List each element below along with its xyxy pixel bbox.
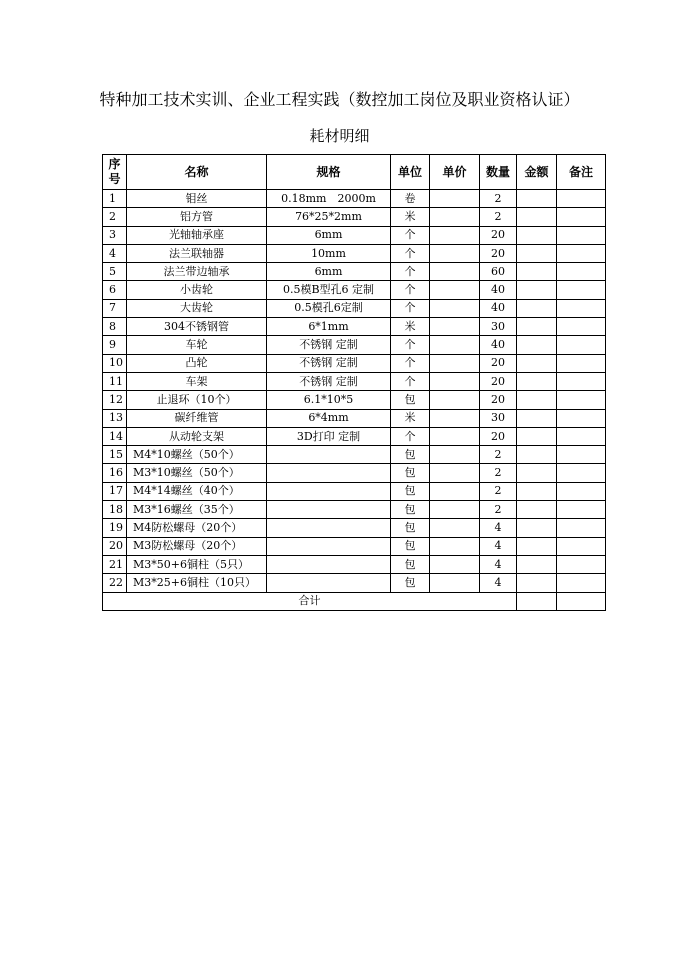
row-unit-price	[430, 372, 480, 390]
row-remarks	[557, 226, 606, 244]
row-unit: 个	[391, 354, 430, 372]
row-unit-price	[430, 446, 480, 464]
row-name: M3*10螺丝（50个）	[127, 464, 267, 482]
row-seq: 4	[103, 244, 127, 262]
row-spec: 不锈钢 定制	[267, 354, 391, 372]
row-unit-price	[430, 464, 480, 482]
header-seq-line1: 序	[108, 157, 121, 171]
row-seq: 16	[103, 464, 127, 482]
table-row	[103, 537, 606, 555]
header-name: 名称	[127, 155, 267, 190]
row-spec: 不锈钢 定制	[267, 336, 391, 354]
row-quantity: 2	[480, 464, 517, 482]
row-name: 铝方管	[127, 208, 267, 226]
row-spec	[267, 464, 391, 482]
row-unit: 米	[391, 208, 430, 226]
row-seq: 22	[103, 574, 127, 592]
table-row	[103, 482, 606, 500]
table-row	[103, 501, 606, 519]
table-row	[103, 208, 606, 226]
row-quantity: 40	[480, 281, 517, 299]
row-unit-price	[430, 336, 480, 354]
header-remarks: 备注	[557, 155, 606, 190]
row-quantity: 40	[480, 336, 517, 354]
row-seq: 3	[103, 226, 127, 244]
row-unit-price	[430, 391, 480, 409]
row-unit: 包	[391, 537, 430, 555]
row-spec: 6mm	[267, 226, 391, 244]
row-unit: 个	[391, 372, 430, 390]
row-quantity: 20	[480, 427, 517, 445]
row-name: 碳纤维管	[127, 409, 267, 427]
materials-table	[102, 154, 606, 611]
row-quantity: 60	[480, 263, 517, 281]
table-row	[103, 336, 606, 354]
row-amount	[517, 190, 557, 208]
row-amount	[517, 263, 557, 281]
row-unit-price	[430, 190, 480, 208]
row-seq: 14	[103, 427, 127, 445]
total-remarks-cell	[557, 592, 606, 610]
row-name: M3*25+6铜柱（10只）	[127, 574, 267, 592]
row-quantity: 20	[480, 226, 517, 244]
row-seq: 7	[103, 299, 127, 317]
row-remarks	[557, 409, 606, 427]
row-amount	[517, 244, 557, 262]
row-remarks	[557, 446, 606, 464]
row-quantity: 2	[480, 446, 517, 464]
row-seq: 15	[103, 446, 127, 464]
row-seq: 5	[103, 263, 127, 281]
row-remarks	[557, 574, 606, 592]
row-name: 车轮	[127, 336, 267, 354]
row-quantity: 2	[480, 208, 517, 226]
row-amount	[517, 226, 557, 244]
table-row	[103, 244, 606, 262]
row-unit-price	[430, 501, 480, 519]
row-spec	[267, 446, 391, 464]
row-seq: 21	[103, 555, 127, 573]
row-unit-price	[430, 299, 480, 317]
row-unit-price	[430, 519, 480, 537]
row-name: 大齿轮	[127, 299, 267, 317]
header-seq	[103, 155, 127, 190]
row-unit: 个	[391, 299, 430, 317]
row-spec: 0.5模B型孔6 定制	[267, 281, 391, 299]
row-amount	[517, 555, 557, 573]
row-unit-price	[430, 537, 480, 555]
row-unit: 包	[391, 519, 430, 537]
row-seq: 1	[103, 190, 127, 208]
header-quantity: 数量	[480, 155, 517, 190]
table-row	[103, 464, 606, 482]
row-spec: 3D打印 定制	[267, 427, 391, 445]
document-title: 特种加工技术实训、企业工程实践（数控加工岗位及职业资格认证）	[99, 90, 580, 109]
row-amount	[517, 208, 557, 226]
row-unit: 包	[391, 464, 430, 482]
row-quantity: 4	[480, 574, 517, 592]
row-amount	[517, 501, 557, 519]
row-name: M4*14螺丝（40个）	[127, 482, 267, 500]
row-spec: 6*4mm	[267, 409, 391, 427]
row-amount	[517, 372, 557, 390]
row-seq: 13	[103, 409, 127, 427]
row-unit-price	[430, 226, 480, 244]
row-remarks	[557, 391, 606, 409]
table-header-row	[103, 155, 606, 190]
total-label: 合计	[103, 592, 517, 610]
row-remarks	[557, 372, 606, 390]
row-name: 小齿轮	[127, 281, 267, 299]
row-name: 光轴轴承座	[127, 226, 267, 244]
row-quantity: 20	[480, 354, 517, 372]
row-remarks	[557, 263, 606, 281]
header-spec: 规格	[267, 155, 391, 190]
table-row	[103, 226, 606, 244]
row-unit-price	[430, 208, 480, 226]
row-unit: 个	[391, 244, 430, 262]
row-remarks	[557, 299, 606, 317]
table-row	[103, 409, 606, 427]
row-name: 钼丝	[127, 190, 267, 208]
row-amount	[517, 354, 557, 372]
row-spec	[267, 555, 391, 573]
row-spec: 不锈钢 定制	[267, 372, 391, 390]
row-seq: 2	[103, 208, 127, 226]
table-row	[103, 574, 606, 592]
row-spec: 76*25*2mm	[267, 208, 391, 226]
row-spec	[267, 537, 391, 555]
row-unit: 包	[391, 391, 430, 409]
row-seq: 18	[103, 501, 127, 519]
row-remarks	[557, 537, 606, 555]
table-row	[103, 354, 606, 372]
row-amount	[517, 409, 557, 427]
row-name: 304不锈钢管	[127, 318, 267, 336]
total-row	[103, 592, 606, 610]
table-row	[103, 519, 606, 537]
row-unit: 包	[391, 446, 430, 464]
header-seq-line2: 号	[108, 172, 121, 186]
row-name: M3*50+6铜柱（5只）	[127, 555, 267, 573]
document-subtitle: 耗材明细	[309, 127, 370, 145]
row-unit: 个	[391, 281, 430, 299]
row-amount	[517, 281, 557, 299]
header-unit-price: 单价	[430, 155, 480, 190]
row-remarks	[557, 501, 606, 519]
row-quantity: 4	[480, 519, 517, 537]
table-row	[103, 555, 606, 573]
row-quantity: 20	[480, 391, 517, 409]
row-name: 从动轮支架	[127, 427, 267, 445]
row-unit-price	[430, 281, 480, 299]
row-amount	[517, 391, 557, 409]
table-body	[103, 190, 606, 593]
row-seq: 20	[103, 537, 127, 555]
row-remarks	[557, 482, 606, 500]
row-quantity: 4	[480, 555, 517, 573]
row-unit: 米	[391, 409, 430, 427]
row-amount	[517, 574, 557, 592]
row-amount	[517, 427, 557, 445]
row-seq: 10	[103, 354, 127, 372]
row-remarks	[557, 555, 606, 573]
row-quantity: 30	[480, 318, 517, 336]
row-quantity: 30	[480, 409, 517, 427]
row-remarks	[557, 281, 606, 299]
row-name: M4防松螺母（20个）	[127, 519, 267, 537]
row-unit-price	[430, 482, 480, 500]
row-spec: 6mm	[267, 263, 391, 281]
table-row	[103, 427, 606, 445]
row-amount	[517, 299, 557, 317]
table-row	[103, 318, 606, 336]
row-amount	[517, 336, 557, 354]
row-amount	[517, 446, 557, 464]
row-seq: 9	[103, 336, 127, 354]
row-remarks	[557, 464, 606, 482]
row-remarks	[557, 244, 606, 262]
row-unit-price	[430, 574, 480, 592]
row-unit-price	[430, 427, 480, 445]
row-name: 法兰带边轴承	[127, 263, 267, 281]
row-name: 止退环（10个）	[127, 391, 267, 409]
header-unit: 单位	[391, 155, 430, 190]
table-row	[103, 372, 606, 390]
total-amount-cell	[517, 592, 557, 610]
row-unit: 个	[391, 427, 430, 445]
row-seq: 12	[103, 391, 127, 409]
row-unit: 卷	[391, 190, 430, 208]
row-quantity: 2	[480, 190, 517, 208]
row-name: M3防松螺母（20个）	[127, 537, 267, 555]
row-spec	[267, 574, 391, 592]
row-seq: 8	[103, 318, 127, 336]
row-spec: 0.18mm 2000m	[267, 190, 391, 208]
row-name: M4*10螺丝（50个）	[127, 446, 267, 464]
row-unit: 个	[391, 336, 430, 354]
table-row	[103, 299, 606, 317]
row-spec: 6*1mm	[267, 318, 391, 336]
row-quantity: 4	[480, 537, 517, 555]
row-amount	[517, 537, 557, 555]
row-unit: 包	[391, 574, 430, 592]
row-quantity: 2	[480, 482, 517, 500]
row-amount	[517, 318, 557, 336]
row-unit: 米	[391, 318, 430, 336]
row-seq: 17	[103, 482, 127, 500]
header-amount: 金额	[517, 155, 557, 190]
row-unit: 包	[391, 482, 430, 500]
row-spec: 6.1*10*5	[267, 391, 391, 409]
row-name: 法兰联轴器	[127, 244, 267, 262]
table-row	[103, 391, 606, 409]
row-unit-price	[430, 354, 480, 372]
row-seq: 11	[103, 372, 127, 390]
table-row	[103, 281, 606, 299]
row-unit: 个	[391, 226, 430, 244]
row-remarks	[557, 427, 606, 445]
row-amount	[517, 464, 557, 482]
row-spec: 0.5模孔6定制	[267, 299, 391, 317]
row-unit: 包	[391, 555, 430, 573]
row-unit: 包	[391, 501, 430, 519]
row-remarks	[557, 336, 606, 354]
table-row	[103, 263, 606, 281]
row-name: 凸轮	[127, 354, 267, 372]
row-quantity: 20	[480, 244, 517, 262]
row-remarks	[557, 190, 606, 208]
row-quantity: 2	[480, 501, 517, 519]
row-remarks	[557, 354, 606, 372]
row-unit-price	[430, 555, 480, 573]
row-amount	[517, 519, 557, 537]
row-remarks	[557, 318, 606, 336]
row-seq: 19	[103, 519, 127, 537]
row-unit-price	[430, 409, 480, 427]
row-unit: 个	[391, 263, 430, 281]
row-unit-price	[430, 244, 480, 262]
row-unit-price	[430, 318, 480, 336]
row-remarks	[557, 519, 606, 537]
row-spec	[267, 501, 391, 519]
row-spec	[267, 519, 391, 537]
row-spec: 10mm	[267, 244, 391, 262]
row-seq: 6	[103, 281, 127, 299]
table-row	[103, 446, 606, 464]
row-amount	[517, 482, 557, 500]
table-row	[103, 190, 606, 208]
row-quantity: 20	[480, 372, 517, 390]
row-name: M3*16螺丝（35个）	[127, 501, 267, 519]
row-remarks	[557, 208, 606, 226]
row-name: 车架	[127, 372, 267, 390]
row-spec	[267, 482, 391, 500]
row-unit-price	[430, 263, 480, 281]
row-quantity: 40	[480, 299, 517, 317]
